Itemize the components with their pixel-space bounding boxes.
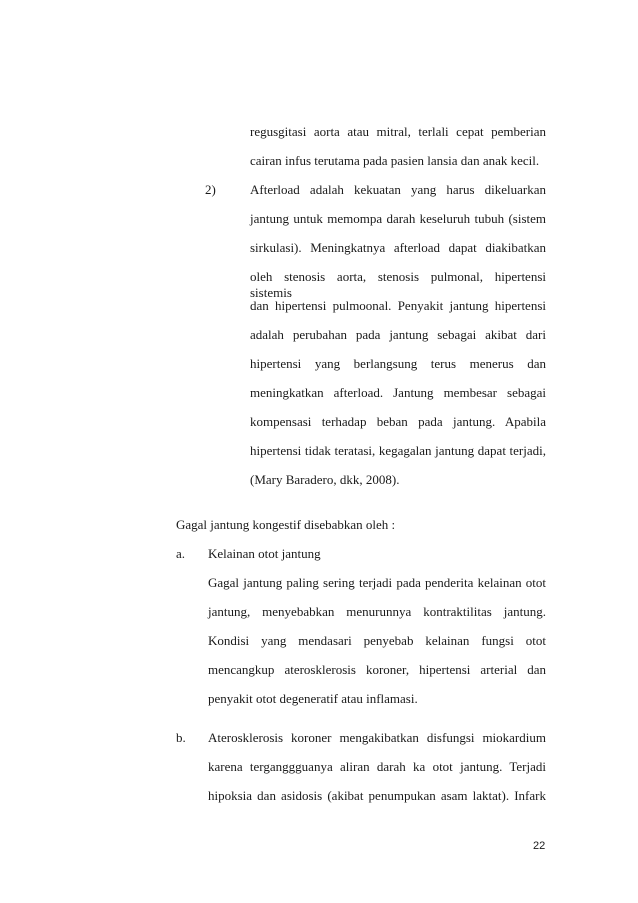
item-letter: b.: [176, 730, 186, 745]
page-number: 22: [533, 840, 546, 852]
text-line: Gagal jantung paling sering terjadi pada penderita kelainan otot: [208, 575, 546, 590]
text-line: meningkatkan afterload. Jantung membesar sebagai: [250, 385, 546, 400]
text-line: regusgitasi aorta atau mitral, terlali cepat pemberian: [250, 124, 546, 139]
text-line: Afterload adalah kekuatan yang harus dikeluarkan: [250, 182, 546, 197]
text-line: penyakit otot degeneratif atau inflamasi.: [208, 691, 418, 706]
text-line: kompensasi terhadap beban pada jantung. Apabila: [250, 414, 546, 429]
item-number: 2): [205, 182, 216, 197]
list-intro: Gagal jantung kongestif disebabkan oleh :: [176, 517, 396, 532]
text-line: jantung untuk memompa darah keseluruh tubuh (sistem: [250, 211, 546, 226]
text-line: oleh stenosis aorta, stenosis pulmonal, hipertensi sistemis: [250, 269, 546, 300]
item-letter: a.: [176, 546, 186, 561]
text-line: hipertensi tidak teratasi, kegagalan jantung dapat terjadi,: [250, 443, 546, 458]
text-line: cairan infus terutama pada pasien lansia dan anak kecil.: [250, 153, 540, 168]
text-line: dan hipertensi pulmoonal. Penyakit jantung hipertensi: [250, 298, 546, 313]
text-line: hipertensi yang berlangsung terus menerus dan: [250, 356, 546, 371]
text-line: adalah perubahan pada jantung sebagai akibat dari: [250, 327, 546, 342]
text-line: mencangkup aterosklerosis koroner, hipertensi arterial dan: [208, 662, 546, 677]
text-line: Aterosklerosis koroner mengakibatkan disfungsi miokardium: [208, 730, 546, 745]
text-line: hipoksia dan asidosis (akibat penumpukan asam laktat). Infark: [208, 788, 546, 803]
text-line: Kondisi yang mendasari penyebab kelainan fungsi otot: [208, 633, 546, 648]
item-title: Kelainan otot jantung: [208, 546, 321, 561]
citation-line: (Mary Baradero, dkk, 2008).: [250, 472, 400, 487]
text-line: sirkulasi). Meningkatnya afterload dapat diakibatkan: [250, 240, 546, 255]
text-line: karena terganggguanya aliran darah ka otot jantung. Terjadi: [208, 759, 546, 774]
text-line: jantung, menyebabkan menurunnya kontraktilitas jantung.: [208, 604, 546, 619]
